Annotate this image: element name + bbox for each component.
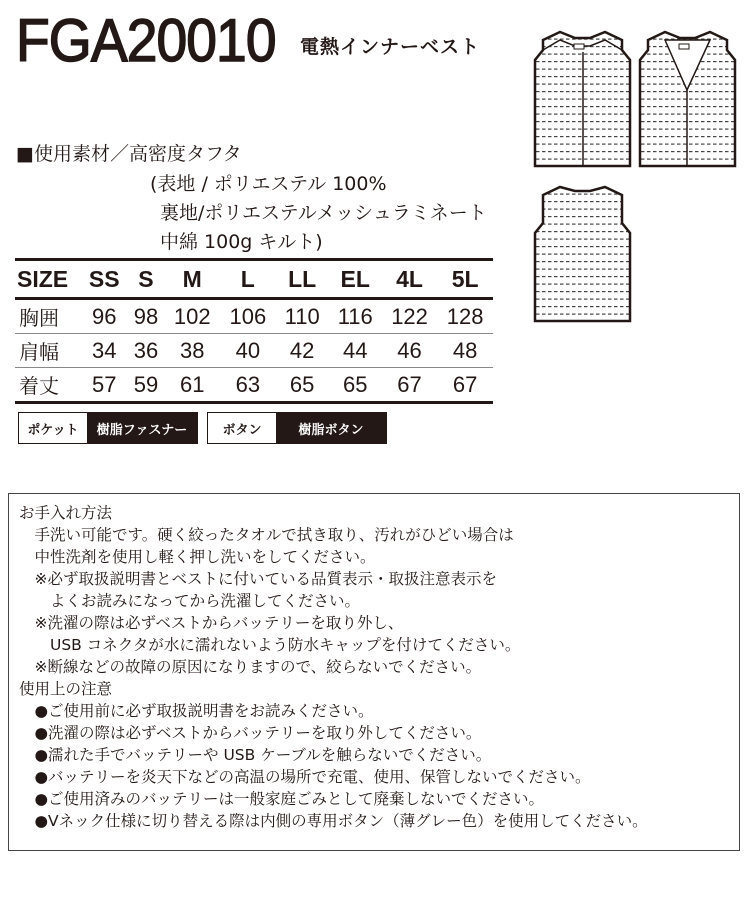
cell: 59 xyxy=(133,371,159,397)
cell: 65 xyxy=(289,371,315,397)
usage-heading: 使用上の注意 xyxy=(19,680,113,698)
badge-value: 樹脂ファスナー xyxy=(87,413,197,443)
cell: 34 xyxy=(81,334,127,368)
cell: 61 xyxy=(180,371,205,397)
materials-line: 中綿 100g キルト) xyxy=(160,231,323,253)
table-row xyxy=(15,299,493,334)
table-row xyxy=(15,334,493,368)
size-header: 5L xyxy=(437,260,493,299)
usage-line: ●洗濯の際は必ずベストからバッテリーを取り外してください。 xyxy=(19,724,482,742)
care-line: 手洗い可能です。硬く絞ったタオルで拭き取り、汚れがひどい場合は xyxy=(19,526,514,544)
cell: 128 xyxy=(437,299,493,334)
row-label: 肩幅 xyxy=(15,334,81,368)
vest-front-v-neck-drawing xyxy=(640,32,735,166)
button-spec-badge xyxy=(207,412,387,444)
pocket-spec-badge xyxy=(18,412,198,444)
badge-value: 樹脂ボタン xyxy=(276,413,386,443)
vest-front-crew-neck-drawing xyxy=(535,32,630,166)
size-header: L xyxy=(220,260,276,299)
cell: 63 xyxy=(235,371,261,397)
care-line: よくお読みになってから洗濯してください。 xyxy=(19,592,361,610)
size-header: EL xyxy=(329,260,382,299)
materials-line: 裏地/ポリエステルメッシュラミネート xyxy=(160,202,487,224)
product-name: 電熱インナーベスト xyxy=(300,36,481,58)
usage-line: ●濡れた手でバッテリーや USB ケーブルを触らないでください。 xyxy=(19,746,492,764)
cell: 44 xyxy=(329,334,382,368)
size-header-row xyxy=(15,260,493,299)
care-heading: お手入れ方法 xyxy=(19,504,113,522)
cell: 42 xyxy=(276,334,329,368)
size-header: SIZE xyxy=(15,260,81,299)
product-code: FGA20010 xyxy=(16,7,276,74)
cell: 122 xyxy=(382,299,438,334)
cell: 48 xyxy=(437,334,493,368)
cell: 102 xyxy=(164,299,220,334)
care-line: ※必ず取扱説明書とベストに付いている品質表示・取扱注意表示を xyxy=(19,570,497,588)
cell: 67 xyxy=(452,371,478,397)
cell: 106 xyxy=(220,299,276,334)
size-header: S xyxy=(127,260,164,299)
cell: 65 xyxy=(342,371,368,397)
cell: 116 xyxy=(329,299,382,334)
cell: 36 xyxy=(127,334,164,368)
usage-line: ●ご使用前に必ず取扱説明書をお読みください。 xyxy=(19,702,374,720)
row-label: 胸囲 xyxy=(15,299,81,334)
cell: 46 xyxy=(382,334,438,368)
table-row xyxy=(15,368,493,403)
size-header: LL xyxy=(276,260,329,299)
size-table xyxy=(15,258,493,404)
vest-back-drawing xyxy=(535,187,630,321)
size-header: 4L xyxy=(382,260,438,299)
materials-line: ■使用素材／高密度タフタ xyxy=(16,143,242,165)
cell: 38 xyxy=(164,334,220,368)
size-header: SS xyxy=(81,260,127,299)
cell: 96 xyxy=(81,299,127,334)
size-header: M xyxy=(164,260,220,299)
vest-illustrations xyxy=(530,28,740,328)
cell: 40 xyxy=(220,334,276,368)
care-line: 中性洗剤を使用し軽く押し洗いをしてください。 xyxy=(19,548,376,566)
care-line: ※洗濯の際は必ずベストからバッテリーを取り外し、 xyxy=(19,614,404,632)
badge-label: ボタン xyxy=(208,413,276,443)
cell: 110 xyxy=(276,299,329,334)
care-line: USB コネクタが水に濡れないよう防水キャップを付けてください。 xyxy=(19,636,521,654)
usage-line: ●Vネック仕様に切り替える際は内側の専用ボタン（薄グレー色）を使用してください。 xyxy=(19,812,648,830)
care-instructions-box xyxy=(8,493,740,851)
care-line: ※断線などの故障の原因になりますので、絞らないでください。 xyxy=(19,658,482,676)
badge-label: ポケット xyxy=(19,413,87,443)
cell: 57 xyxy=(91,371,117,397)
cell: 67 xyxy=(397,371,422,397)
usage-line: ●ご使用済みのバッテリーは一般家庭ごみとして廃棄しないでください。 xyxy=(19,790,545,808)
usage-line: ●バッテリーを炎天下などの高温の場所で充電、使用、保管しないでください。 xyxy=(19,768,591,786)
cell: 98 xyxy=(127,299,164,334)
materials-line: (表地 / ポリエステル 100% xyxy=(150,173,387,195)
row-label: 着丈 xyxy=(19,374,59,398)
